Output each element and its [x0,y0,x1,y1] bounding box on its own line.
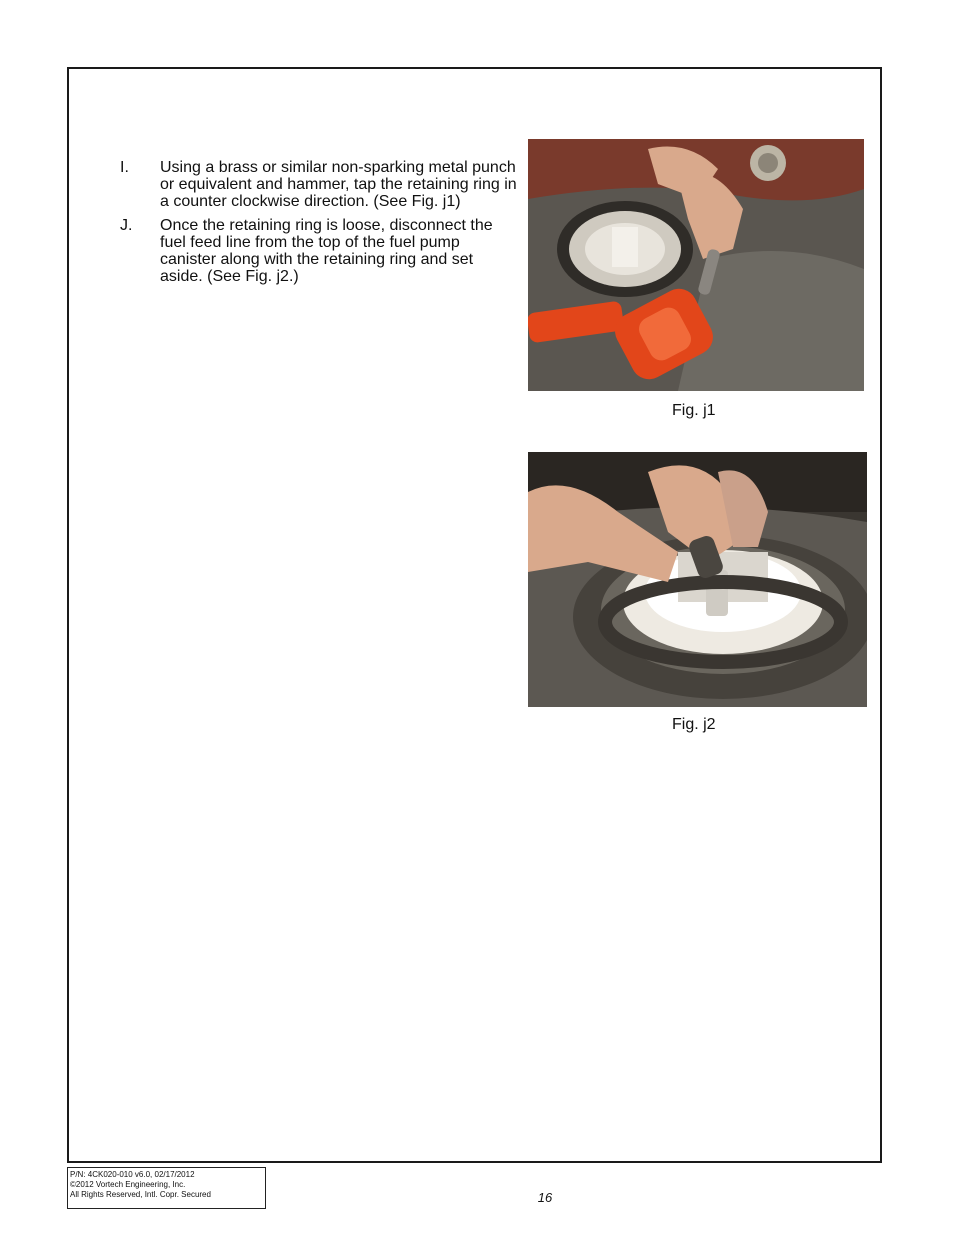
step-letter: I. [120,159,129,176]
step-j [120,217,520,285]
footer-legal-box [67,1167,266,1209]
figure-j1-photo [528,139,864,391]
step-text: Once the retaining ring is loose, disconnect the fuel feed line from the top of the fuel pump canister along with the retaining ring and set aside. (See Fig. j2.) [160,217,493,285]
part-number: P/N: 4CK020-010 v6.0, 02/17/2012 [70,1170,195,1179]
instruction-steps [120,159,520,292]
step-letter: J. [120,217,133,234]
figure-j1-caption: Fig. j1 [672,402,716,419]
page-number: 16 [537,1190,553,1205]
figure-j2-caption: Fig. j2 [672,716,716,733]
fuel-tank-hammer-image [528,139,864,391]
figure-j2-photo [528,452,867,707]
rights-line: All Rights Reserved, Intl. Copr. Secured [70,1190,211,1199]
copyright-line: ©2012 Vortech Engineering, Inc. [70,1180,186,1189]
step-text: Using a brass or similar non-sparking metal punch or equivalent and hammer, tap the retaining ring in a counter clockwise direction. (See Fig. j1) [160,159,517,210]
fuel-pump-ring-image [528,452,867,707]
step-i [120,159,520,210]
